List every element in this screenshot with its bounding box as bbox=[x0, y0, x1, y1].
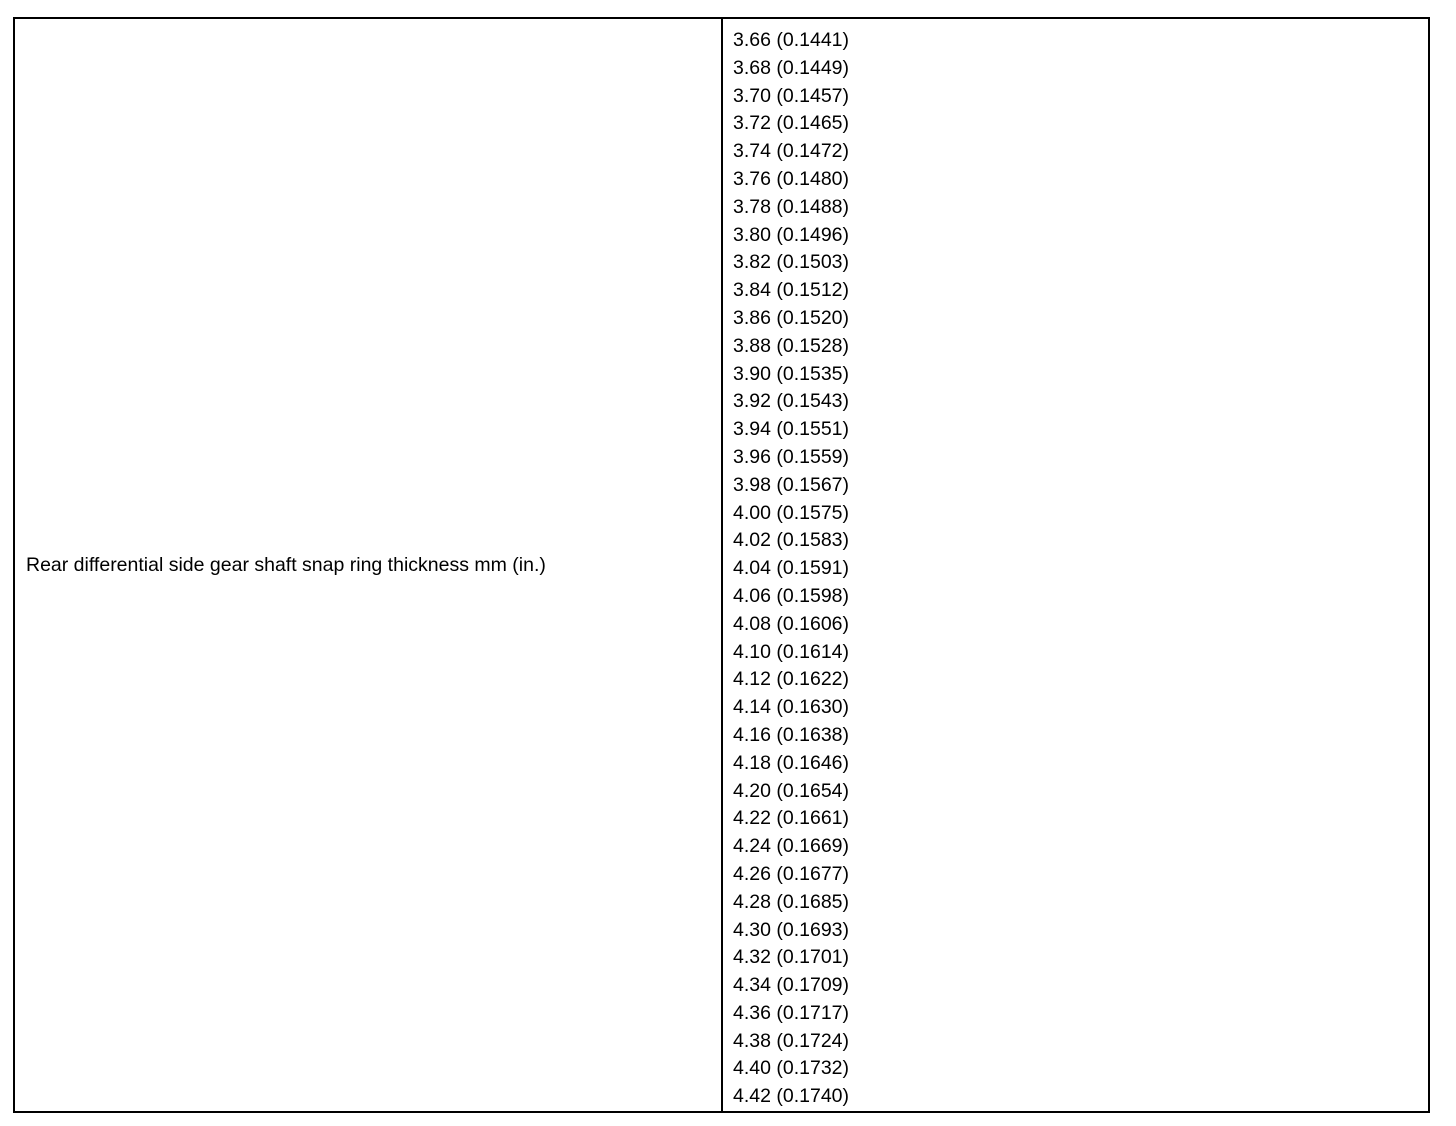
spec-label-cell bbox=[15, 19, 723, 1111]
thickness-value: 3.98 (0.1567) bbox=[733, 473, 850, 496]
thickness-value: 3.96 (0.1559) bbox=[733, 445, 850, 468]
thickness-value: 4.36 (0.1717) bbox=[733, 1001, 850, 1024]
thickness-value: 4.42 (0.1740) bbox=[733, 1085, 850, 1108]
thickness-value: 4.38 (0.1724) bbox=[733, 1029, 850, 1052]
thickness-value: 3.86 (0.1520) bbox=[733, 306, 850, 329]
thickness-value: 4.16 (0.1638) bbox=[733, 723, 850, 746]
thickness-value: 4.12 (0.1622) bbox=[733, 668, 850, 691]
thickness-value: 3.84 (0.1512) bbox=[733, 279, 850, 302]
thickness-value: 4.00 (0.1575) bbox=[733, 501, 850, 524]
thickness-value: 4.08 (0.1606) bbox=[733, 612, 850, 635]
thickness-value: 3.70 (0.1457) bbox=[733, 84, 850, 107]
thickness-value: 3.90 (0.1535) bbox=[733, 362, 850, 385]
thickness-value: 4.22 (0.1661) bbox=[733, 807, 850, 830]
thickness-value: 4.20 (0.1654) bbox=[733, 779, 850, 802]
thickness-value: 3.88 (0.1528) bbox=[733, 334, 850, 357]
thickness-value: 4.14 (0.1630) bbox=[733, 696, 850, 719]
thickness-value: 4.30 (0.1693) bbox=[733, 918, 850, 941]
thickness-value: 3.74 (0.1472) bbox=[733, 140, 850, 163]
spec-values-cell bbox=[723, 19, 1428, 1111]
thickness-value: 4.02 (0.1583) bbox=[733, 529, 850, 552]
thickness-value: 3.82 (0.1503) bbox=[733, 251, 850, 274]
thickness-value: 4.06 (0.1598) bbox=[733, 584, 850, 607]
thickness-value: 3.92 (0.1543) bbox=[733, 390, 850, 413]
thickness-value: 4.18 (0.1646) bbox=[733, 751, 850, 774]
spec-label: Rear differential side gear shaft snap ring thickness mm (in.) bbox=[26, 553, 546, 576]
thickness-value-list bbox=[733, 27, 1428, 1111]
thickness-value: 4.32 (0.1701) bbox=[733, 946, 850, 969]
thickness-value: 3.76 (0.1480) bbox=[733, 167, 850, 190]
thickness-value: 3.80 (0.1496) bbox=[733, 223, 850, 246]
thickness-value: 4.24 (0.1669) bbox=[733, 835, 850, 858]
thickness-value: 3.94 (0.1551) bbox=[733, 418, 850, 441]
thickness-value: 4.26 (0.1677) bbox=[733, 862, 850, 885]
spec-table bbox=[13, 17, 1430, 1113]
thickness-value: 4.28 (0.1685) bbox=[733, 890, 850, 913]
thickness-value: 3.66 (0.1441) bbox=[733, 29, 850, 51]
thickness-value: 4.34 (0.1709) bbox=[733, 974, 850, 997]
thickness-value: 4.10 (0.1614) bbox=[733, 640, 850, 663]
thickness-value: 3.78 (0.1488) bbox=[733, 195, 850, 218]
thickness-value: 3.68 (0.1449) bbox=[733, 56, 850, 79]
thickness-value: 4.04 (0.1591) bbox=[733, 557, 850, 580]
thickness-value: 4.40 (0.1732) bbox=[733, 1057, 850, 1080]
thickness-value: 3.72 (0.1465) bbox=[733, 112, 850, 135]
